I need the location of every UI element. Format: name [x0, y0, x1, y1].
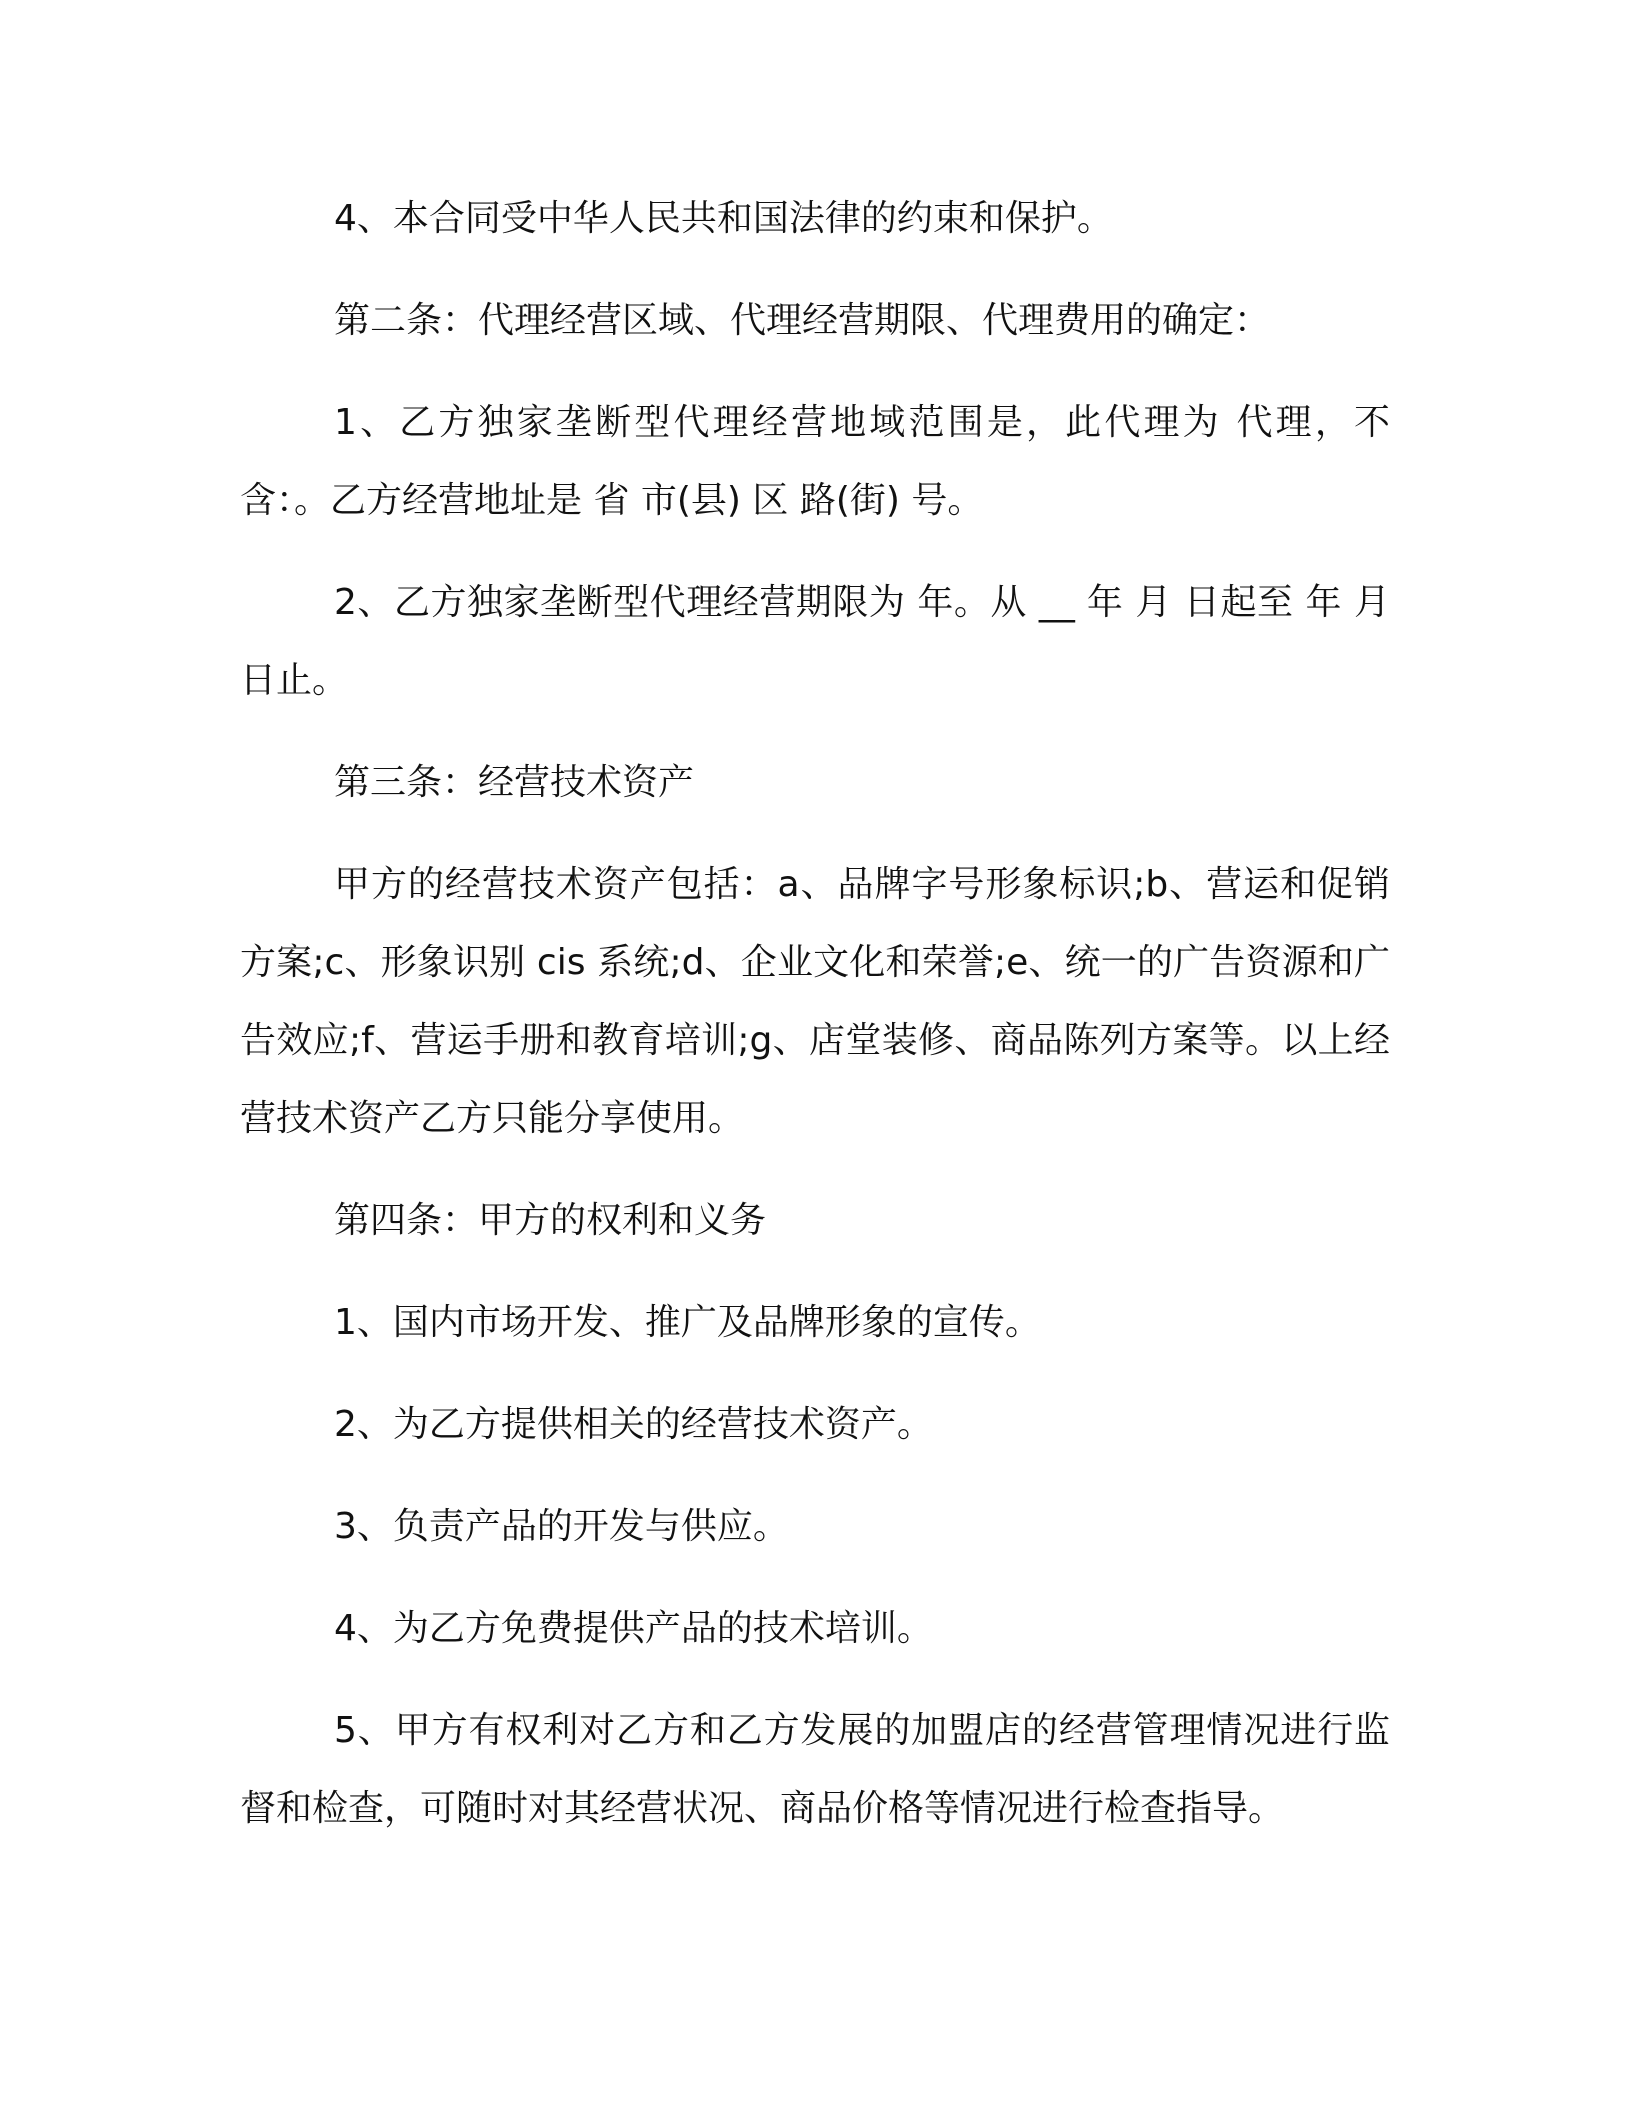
paragraph-article-2-item-1: 1、乙方独家垄断型代理经营地域范围是，此代理为 代理，不含：。乙方经营地址是 省 市(县) 区 路(街) 号。: [240, 402, 1390, 521]
paragraph-article-4-item-5: 5、甲方有权利对乙方和乙方发展的加盟店的经营管理情况进行监督和检查，可随时对其经营状况、商品价格等情况进行检查指导。: [240, 1710, 1390, 1829]
article-3-heading: 第三条：经营技术资产: [334, 762, 695, 803]
article-2-heading: 第二条：代理经营区域、代理经营期限、代理费用的确定：: [334, 300, 1271, 341]
paragraph-clause-1-item-4: 4、本合同受中华人民共和国法律的约束和保护。: [334, 198, 1113, 239]
paragraph-article-4-item-2: 2、为乙方提供相关的经营技术资产。: [334, 1404, 933, 1445]
paragraph-article-4-item-1: 1、国内市场开发、推广及品牌形象的宣传。: [334, 1302, 1041, 1343]
paragraph-article-2-item-2: 2、乙方独家垄断型代理经营期限为 年。从 __ 年 月 日起至 年 月日止。: [240, 582, 1390, 701]
paragraph-article-3-body: 甲方的经营技术资产包括：a、品牌字号形象标识;b、营运和促销方案;c、形象识别 cis 系统;d、企业文化和荣誉;e、统一的广告资源和广告效应;f、营运手册和教育培训;g、店堂装修、商品陈列方案等。以上经营技术资产乙方只能分享使用。: [240, 864, 1390, 1139]
article-4-heading: 第四条：甲方的权利和义务: [334, 1200, 767, 1241]
document-body: [240, 180, 1390, 1872]
paragraph-article-4-item-3: 3、负责产品的开发与供应。: [334, 1506, 789, 1547]
paragraph-article-4-item-4: 4、为乙方免费提供产品的技术培训。: [334, 1608, 933, 1649]
